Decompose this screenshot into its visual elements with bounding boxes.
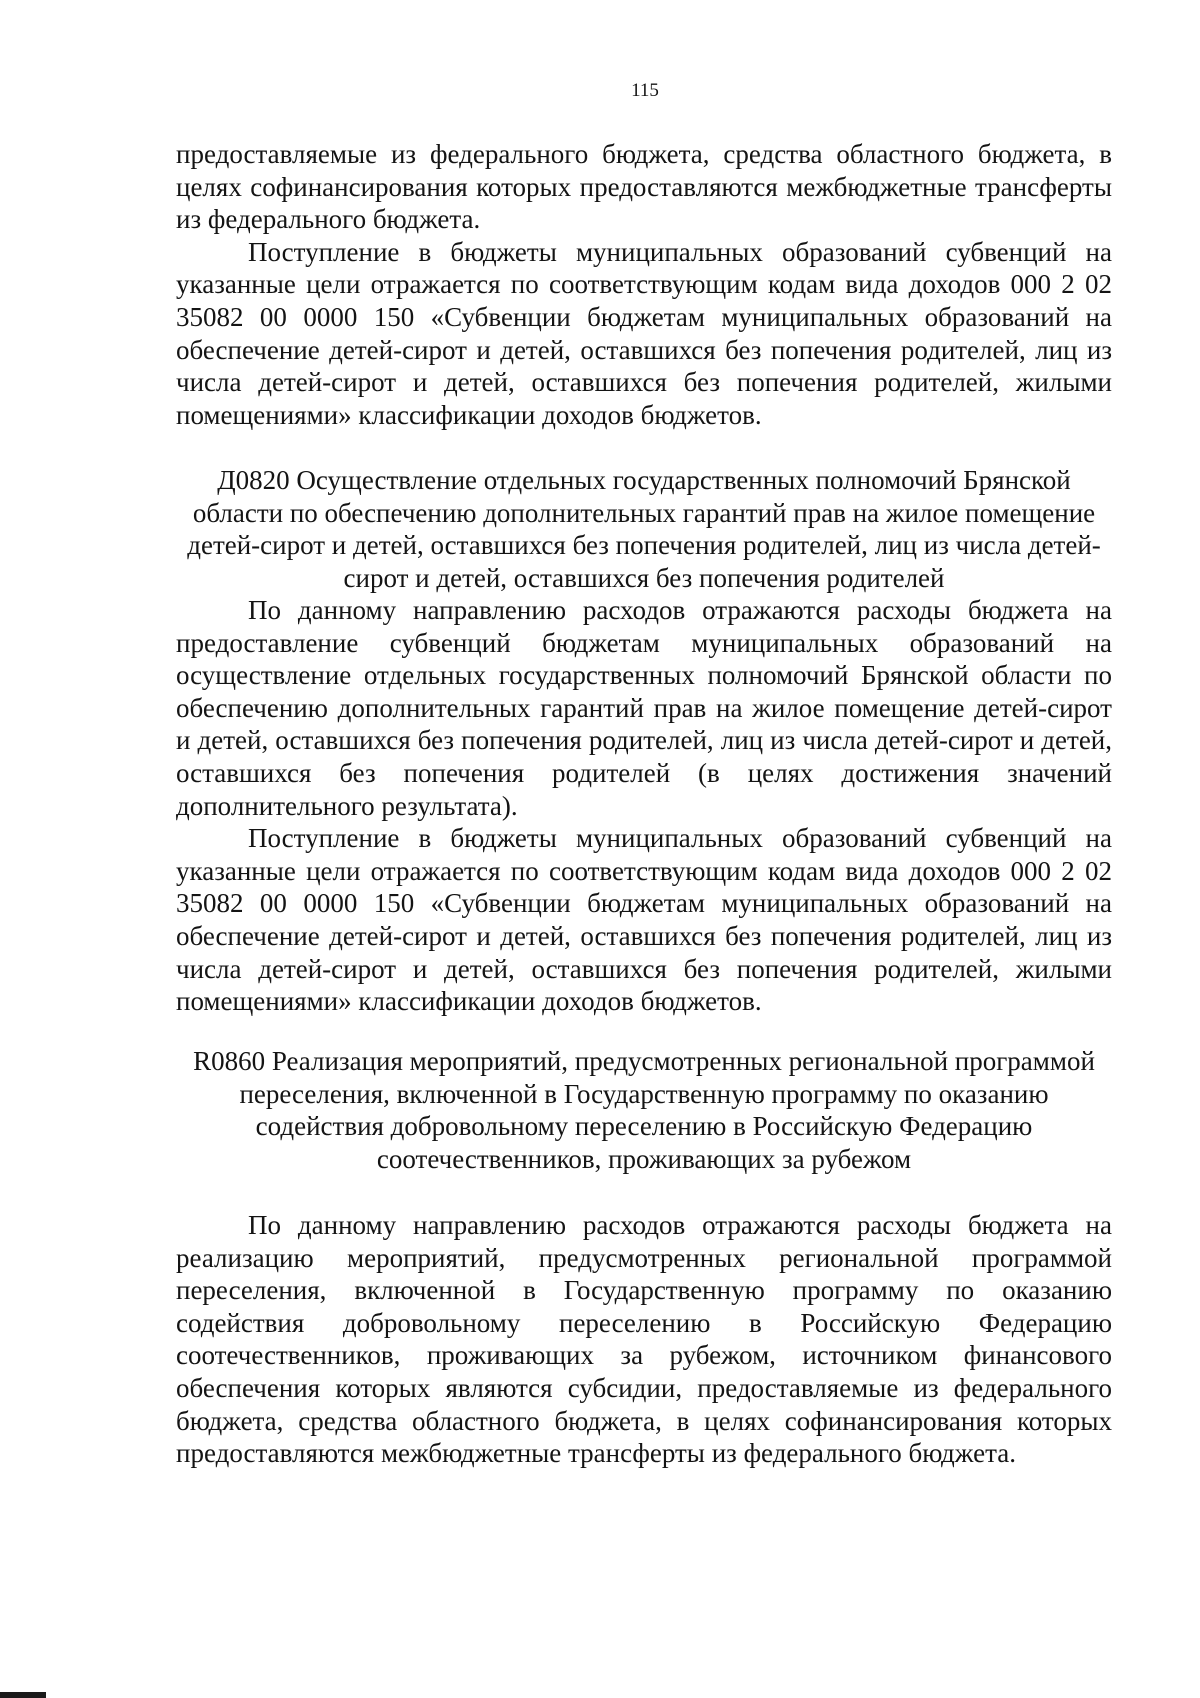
paragraph-expenses-description: По данному направлению расходов отражаются расходы бюджета на предоставление субвенций бюджетам муниципальных образований на осуществление отдельных государственных полномочий Брянской области по обеспечению дополнительных гарантий прав на жилое помещение детей-сирот и детей, оставшихся без попечения родителей, лиц из числа детей-сирот и детей, оставшихся без попечения родителей (в целях достижения значений дополнительного результата). — [176, 595, 1112, 821]
paragraph-continuation: предоставляемые из федерального бюджета, средства областного бюджета, в целях софинансирования которых предоставляются межбюджетные трансферты из федерального бюджета. — [176, 139, 1112, 235]
scan-edge-mark — [0, 1692, 46, 1698]
page-number: 115 — [631, 80, 659, 101]
intro-text-block — [176, 138, 1112, 431]
paragraph-income-receipt: Поступление в бюджеты муниципальных образований субвенций на указанные цели отражается по соответствующим кодам вида доходов 000 2 02 35082 00 0000 150 «Субвенции бюджетам муниципальных образований на обеспечение детей-сирот и детей, оставшихся без попечения родителей, лиц из числа детей-сирот и детей, оставшихся без попечения родителей, жилыми помещениями» классификации доходов бюджетов. — [176, 823, 1112, 1017]
paragraph-expenses-description: По данному направлению расходов отражаются расходы бюджета на реализацию мероприятий, предусмотренных региональной программой переселения, включенной в Государственную программу по оказанию содействия добровольному переселению в Российскую Федерацию соотечественников, проживающих за рубежом, источником финансового обеспечения которых являются субсидии, предоставляемые из федерального бюджета, средства областного бюджета, в целях софинансирования которых предоставляются межбюджетные трансферты из федерального бюджета. — [176, 1210, 1112, 1469]
section-r0860-body — [176, 1209, 1112, 1470]
section-heading-d0820: Д0820 Осуществление отдельных государственных полномочий Брянской области по обеспечению дополнительных гарантий прав на жилое помещение детей-сирот и детей, оставшихся без попечения родителей, лиц из числа детей-сирот и детей, оставшихся без попечения родителей — [187, 465, 1101, 593]
section-d0820-body — [176, 594, 1112, 1018]
section-heading-r0860: R0860 Реализация мероприятий, предусмотренных региональной программой переселения, включенной в Государственную программу по оказанию содействия добровольному переселению в Российскую Федерацию соотечественников, проживающих за рубежом — [193, 1046, 1095, 1174]
paragraph-income-receipt: Поступление в бюджеты муниципальных образований субвенций на указанные цели отражается по соответствующим кодам вида доходов 000 2 02 35082 00 0000 150 «Субвенции бюджетам муниципальных образований на обеспечение детей-сирот и детей, оставшихся без попечения родителей, лиц из числа детей-сирот и детей, оставшихся без попечения родителей, жилыми помещениями» классификации доходов бюджетов. — [176, 236, 1112, 430]
